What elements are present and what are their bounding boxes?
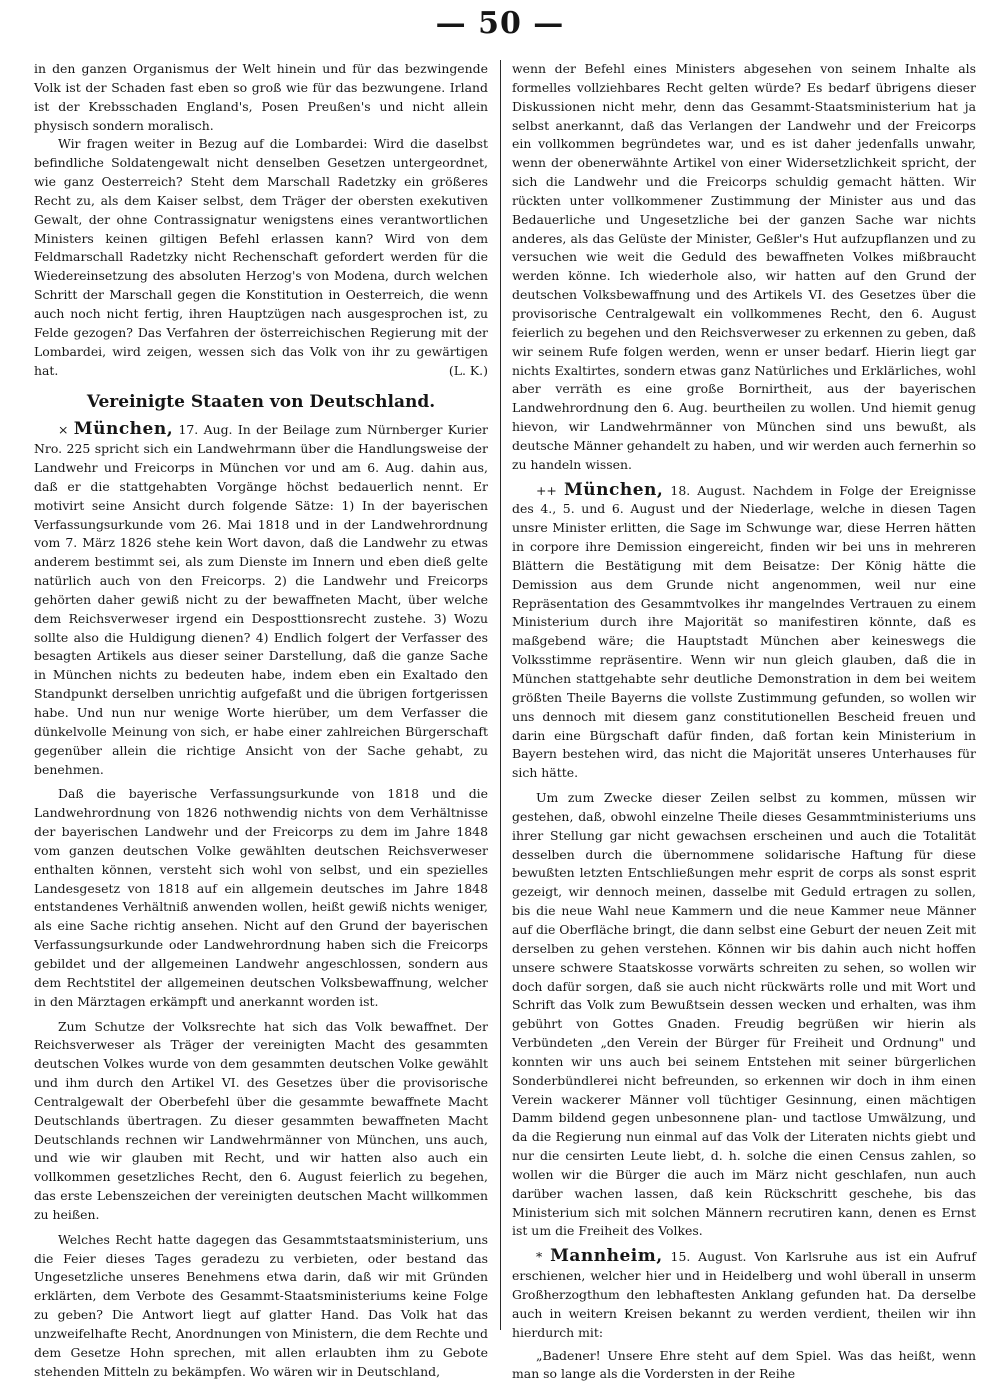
right-article-mannheim: [512, 1247, 976, 1342]
right-paragraph-1: wenn der Befehl eines Ministers abgesehen von seinem Inhalte als formelles vollziehbares Recht gelten würde? Es bedarf übrigens dieser Diskussionen nicht mehr, denn das Gesammt-Staatsministerium hat ja selbst anerkannt, daß das Verlangen der Landwehr und der Freicorps ein vollkommen begründetes war, und es ist daher jedenfalls unwahr, wenn der obenerwähnte Artikel von einer Widersetzlichkeit spricht, der sich die Landwehr und die Freicorps schuldig gemacht hätten. Wir rückten unter vollkommener Zustimmung der Minister aus und das Bedauerliche und Ungesetzliche bei der ganzen Sache war nichts anderes, als das Gelüste der Minister, Geßler's Hut aufzupflanzen und zu versuchen wie weit die Geduld des bewaffneten Volkes mißbraucht werden könne. Ich wiederhole also, wir hatten auf den Grund der deutschen Volksbewaffnung und des Artikels VI. des Gesetzes über die provisorische Centralgewalt ein vollkommenes Recht, den 6. August feierlich zu begehen und den Reichsverweser zu erkennen zu geben, daß wir seinem Rufe folgen werden, wenn er unser bedarf. Hierin liegt gar nichts Exaltirtes, sondern etwas ganz Natürliches und Erklärliches, wohl aber verräth es eine große Bornirtheit, aus der bayerischen Landwehrordnung den 6. Aug. beurtheilen zu wollen. Und hiemit genug hievon, wir Landwehrmänner von München sind uns bewußt, als deutsche Männer gehandelt zu haben, und wir werden auch fernerhin so zu handeln wissen.: [512, 61, 976, 472]
dateline-date: 17. Aug.: [178, 422, 233, 438]
column-divider: [500, 60, 501, 1330]
page-number: — 50 —: [435, 6, 565, 41]
left-paragraph-2: Wir fragen weiter in Bezug auf die Lombardei: Wird die daselbst befindliche Soldatengewalt nicht denselben Gesetzen untergeordnet, wie ganz Oesterreich? Steht dem Marschall Radetzky ein größeres Recht zu, als dem Kaiser selbst, dem Träger der obersten exekutiven Gewalt, der ohne Contrassignatur wenigstens eines verantwortlichen Ministers keinen giltigen Befehl erlassen kann? Wird von dem Feldmarschall Radetzky nicht Rechenschaft gefordert werden für die Wiedereinsetzung des absoluten Herzog's von Modena, durch welchen Schritt der Marschall gegen die Konstitution in Oesterreich, die wenn auch noch nicht fertig, ihren Hauptzügen nach ausgesprochen ist, zu Felde gezogen? Das Verfahren der österreichischen Regierung mit der Lombardei, wird zeigen, wessen sich das Volk von ihr zu gewärtigen hat.: [34, 136, 488, 378]
dateline-place: München,: [73, 419, 174, 440]
left-paragraph-5: Zum Schutze der Volksrechte hat sich das Volk bewaffnet. Der Reichsverweser als Träger der vereinigten Macht des gesammten deutschen Volkes wurde von dem gesammten deutschen Volke gewählt und ihm durch den Artikel VI. des Gesetzes über die provisorische Centralgewalt der Oberbefehl über die gesammte bewaffnete Macht Deutschlands übertragen. Zu dieser gesammten bewaffneten Macht Deutschlands rechnen wir Landwehrmänner von München, uns auch, und wie wir glauben mit Recht, und wir hatten also auch ein vollkommen gesetzliches Recht, den 6. August feierlich zu begehen, das erste Lebenszeichen der vereinigten deutschen Macht willkommen zu heißen.: [34, 1018, 488, 1222]
author-signature: (L. K.): [448, 362, 488, 378]
article-body: Von Karlsruhe aus ist ein Aufruf erschienen, welcher hier und in Heidelberg und wohl überall in unserm Großherzogthum den lebhaftesten Anklang gefunden hat. Da derselbe auch in weitern Kreisen bekannt zu werden verdient, theilen wir ihn hierdurch mit:: [512, 1249, 976, 1340]
right-column: [512, 60, 976, 1382]
left-paragraph-1: in den ganzen Organismus der Welt hinein und für das bezwingende Volk ist der Schaden fast eben so groß wie für das bezwungene. Irland ist der Krebsschaden England's, Posen Preußen's und nicht allein physisch sondern moralisch.: [34, 61, 488, 133]
cross-mark-icon: ×: [58, 422, 69, 438]
left-paragraph-6: Welches Recht hatte dagegen das Gesammtstaatsministerium, uns die Feier dieses Tages geradezu zu verbieten, oder bestand das Ungesetzliche unseres Benehmens etwa darin, daß wir mit Gründen erklärten, dem Verbote des Gesammt-Staatsministeriums keine Folge zu geben? Die Antwort liegt auf glatter Hand. Das Volk hat das unzweifelhafte Recht, Anordnungen von Ministern, die dem Rechte und dem Gesetze Hohn sprechen, mit allen erlaubten ihm zu Gebote stehenden Mitteln zu bekämpfen. Wo wären wir in Deutschland,: [34, 1231, 488, 1379]
right-paragraph-quote: „Badener! Unsere Ehre steht auf dem Spiel. Was das heißt, wenn man so lange als die Vordersten in der Reihe: [512, 1347, 976, 1382]
article-body: In der Beilage zum Nürnberger Kurier Nro. 225 spricht sich ein Landwehrmann über die Handlungsweise der Landwehr und Freicorps in München vor und am 6. Aug. dahin aus, daß er die stattgehabten Vorgänge höchst bedauerlich nennt. Er motivirt seine Ansicht durch folgende Sätze: 1) In der bayerischen Verfassungsurkunde vom 26. Mai 1818 und in der Landwehrordnung vom 7. März 1826 stehe kein Wort davon, daß die Landwehr zu etwas anderem bestimmt sei, als zum Dienste im Innern und eben dieß gelte natürlich auch von den Freicorps. 2) die Landwehr und Freicorps gehörten daher gewiß nicht zu der bewaffneten Macht, über welche dem Reichsverweser irgend ein Desposttionsrecht zustehe. 3) Wozu sollte also die Huldigung dienen? 4) Endlich folgert der Verfasser des besagten Artikels aus dieser seiner Darstellung, daß die ganze Sache in München nichts zu bedeuten habe, indem eben ein Exaltado den Standpunkt derselben unrichtig aufgefaßt und die übrigen fortgerissen habe. Und nun nur wenige Worte hierüber, um dem Verfasser die dünkelvolle Meinung von sich, er habe einer zahlreichen Bürgerschaft gegenüber allein die richtige Ansicht von der Sache gehabt, zu benehmen.: [34, 422, 488, 777]
right-paragraph-3: Um zum Zwecke dieser Zeilen selbst zu kommen, müssen wir gestehen, daß, obwohl einzelne Theile dieses Gesammtministeriums uns ihrer Stellung gar nicht gewachsen erscheinen und auch die Totalität desselben durch die übernommene solidarische Haftung für diese bewußten letzten Entschließungen mehr esprit de corps als sonst esprit gezeigt, wir dennoch meinen, dasselbe mit Geduld ertragen zu sollen, bis die neue Wahl neue Kammern und die neue Kammer neue Männer auf die Oberfläche bringt, die dann selbst eine Geburt der neuen Zeit mit derselben zu gehen verstehen. Können wir bis dahin auch nicht hoffen unsere schwere Staatskosse vorwärts schreiten zu sehen, so wollen wir doch dafür sorgen, daß sie auch nicht rückwärts rolle und mit Wort und Schrift das Volk zum Bewußtsein dessen wecken und erhalten, was ihm gebührt von Gottes Gnaden. Freudig begrüßen wir hierin als Verbündeten „den Verein der Bürger für Freiheit und Ordnung" und konnten wir uns auch bei seinem Entstehen mit seiner bürgerlichen Sonderbündlerei nicht befreunden, so erkennen wir doch in ihm einen Verein wackerer Männer voll tüchtiger Gesinnung, einen mächtigen Damm bildend gegen unbesonnene plan- und tactlose Umwälzung, und da die Regierung nun einmal auf das Volk der Literaten nichts giebt und nur die censirten Leute liebt, d. h. solche die einen Census zahlen, so wollen wir die Bürger die auch im März nicht geschlafen, nun auch darüber wachen lassen, daß kein Rückschritt geschehe, bis das Ministerium sich mit solchen Männern recrutiren kann, denen es Ernst ist um die Freiheit des Volkes.: [512, 790, 976, 1239]
right-article-munich-18: [512, 481, 976, 784]
dateline-date: 18. August.: [670, 482, 746, 498]
dateline-place: Mannheim,: [550, 1246, 663, 1267]
asterisk-mark-icon: *: [536, 1249, 543, 1265]
article-body: Nachdem in Folge der Ereignisse des 4., 5. und 6. August und der Niederlage, welche in diesen Tagen unsre Minister erlitten, die Sage im Schwunge war, diese Herren hätten in corpore ihre Demission eingereicht, finden wir bei uns in mehreren Blättern die Bestätigung mit dem Beisatze: Der König hätte die Demission aus dem Grunde nicht angenommen, weil nur eine Repräsentation des Gesammtvolkes ihr mangelndes Vertrauen zu einem Ministerium durch ihre Majorität so manifestiren könnte, daß es maßgebend wäre; die Hauptstadt München aber keineswegs die Volksstimme repräsentire. Wenn wir nun gleich glauben, daß die in München stattgehabte sehr deutliche Demonstration in dem bei weitem größten Theile Bayerns die vollste Zustimmung gefunden, so wollen wir uns dennoch mit diesem ganz constitutionellen Bescheid freuen und darin eine Bürgschaft dafür finden, daß fortan kein Ministerium in Bayern bestehen wird, das nicht die Majorität unseres Unterhauses für sich hätte.: [512, 482, 976, 781]
left-article-munich-17: [34, 420, 488, 779]
dateline-place: München,: [563, 479, 664, 500]
dateline-date: 15. August.: [670, 1249, 747, 1265]
left-paragraph-4: Daß die bayerische Verfassungsurkunde von 1818 und die Landwehrordnung von 1826 nothwendig nichts von dem Verhältnisse der bayerischen Landwehr und der Freicorps zu dem im Jahre 1848 vom ganzen deutschen Volke gewählten deutschen Reichsverweser enthalten können, versteht sich wohl von selbst, und ein spezielles Landesgesetz von 1818 auf ein allgemein deutsches im Jahre 1848 entstandenes Verhältniß anwenden wollen, heißt gewiß nichts weniger, als eine Sache richtig ansehen. Nicht auf den Grund der bayerischen Verfassungsurkunde oder Landwehrordnung haben sich die Freicorps gebildet und der allgemeinen Landwehr angeschlossen, sondern aus dem Rechtstitel der allgemeinen deutschen Volksbewaffnung, welcher in den Märztagen erkämpft und anerkannt worden ist.: [34, 786, 488, 1009]
left-column: [34, 60, 488, 1379]
section-title: Vereinigte Staaten von Deutschland.: [86, 392, 436, 413]
double-cross-mark-icon: ++: [536, 482, 557, 498]
